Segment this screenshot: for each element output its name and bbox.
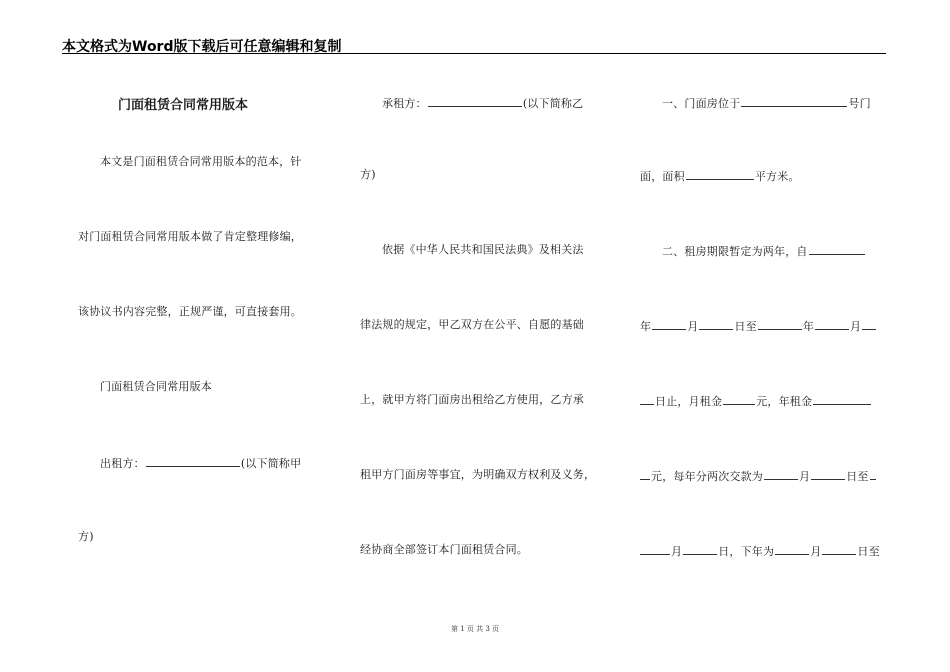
clause-2-text: 二、租房期限暂定为两年，自 (662, 245, 808, 258)
header-divider (62, 53, 886, 54)
annual-rent-field-cont[interactable] (640, 468, 650, 480)
pay1-end-month-field-b[interactable] (640, 543, 670, 555)
month-label-1: 月 (687, 320, 699, 333)
clause-2-line-4 (640, 468, 877, 484)
document-header-title: 本文格式为Word版下载后可任意编辑和复制 (62, 39, 342, 55)
lessor-suffix: (以下简称甲 (240, 457, 302, 470)
clause-1-text-a: 一、门面房位于 (662, 97, 741, 110)
pay1-end-day-field[interactable] (683, 543, 717, 555)
clause-1-line-2 (640, 168, 800, 184)
next-year-label: 日，下年为 (718, 545, 775, 558)
lessor-label: 出租方： (100, 457, 145, 470)
preamble-line-4: 租甲方门面房等事宜，为明确双方权利及义务， (360, 468, 596, 481)
start-day-field[interactable] (699, 318, 733, 330)
shop-area-field[interactable] (686, 168, 754, 180)
preamble-line-3: 上，就甲方将门面房出租给乙方使用，乙方承 (360, 393, 584, 406)
contract-subtitle: 门面租赁合同常用版本 (100, 380, 212, 393)
document-title: 门面租赁合同常用版本 (118, 98, 249, 113)
preamble-line-1: 依据《中华人民共和国民法典》及相关法 (382, 243, 584, 256)
end-month-field[interactable] (815, 318, 849, 330)
preamble-line-2: 律法规的规定，甲乙双方在公平、自愿的基础 (360, 318, 584, 331)
monthly-rent-label: 日止，月租金 (655, 395, 723, 408)
end-day-field-a[interactable] (862, 318, 876, 330)
pay2-start-month-field[interactable] (775, 543, 809, 555)
pay1-start-month-field[interactable] (764, 468, 798, 480)
clause-2-line-2 (640, 318, 877, 334)
intro-line-1: 本文是门面租赁合同常用版本的范本，针 (100, 155, 302, 168)
shop-address-field[interactable] (741, 95, 847, 107)
monthly-rent-field[interactable] (723, 393, 755, 405)
year-label-1: 年 (640, 320, 652, 333)
year-label-2: 年 (802, 320, 815, 333)
lessor-end: 方) (78, 530, 94, 543)
lessee-line (382, 95, 583, 111)
month-label-3: 月 (799, 470, 811, 483)
pay1-end-month-field-a[interactable] (870, 468, 876, 480)
day-to-label-3: 日至 (857, 545, 880, 558)
annual-rent-field[interactable] (813, 393, 871, 405)
intro-line-2: 对门面租赁合同常用版本做了肯定整理修编， (78, 230, 302, 243)
clause-2-line-5 (640, 543, 880, 559)
pay1-start-day-field[interactable] (811, 468, 845, 480)
clause-1-area-unit: 平方米。 (754, 170, 800, 183)
intro-line-3: 该协议书内容完整，正规严谨，可直接套用。 (78, 305, 302, 318)
month-label-5: 月 (810, 545, 822, 558)
lessee-end: 方) (360, 168, 376, 181)
clause-1-text-b: 号门 (848, 97, 871, 110)
lessor-name-field[interactable] (146, 455, 240, 467)
annual-rent-label: 元，年租金 (756, 395, 813, 408)
end-year-field[interactable] (758, 318, 802, 330)
clause-2-line-1 (662, 243, 866, 259)
lessee-name-field[interactable] (428, 95, 522, 107)
clause-1-line-1 (662, 95, 871, 111)
month-label-4: 月 (671, 545, 683, 558)
lessee-suffix: (以下简称乙 (522, 97, 584, 110)
page-number: 第 1 页 共 3 页 (450, 625, 500, 633)
day-to-label-2: 日至 (846, 470, 869, 483)
clause-2-line-3 (640, 393, 872, 409)
preamble-line-5: 经协商全部签订本门面租赁合同。 (360, 543, 528, 556)
clause-1-area-label: 面，面积 (640, 170, 685, 183)
start-month-field[interactable] (652, 318, 686, 330)
month-label-2: 月 (850, 320, 862, 333)
lessee-label: 承租方： (382, 97, 427, 110)
day-to-label: 日至 (734, 320, 757, 333)
end-day-field-b[interactable] (640, 393, 654, 405)
lease-start-year-field[interactable] (809, 243, 865, 255)
pay2-start-day-field[interactable] (822, 543, 856, 555)
lessor-line (100, 455, 301, 471)
payment-schedule-label: 元，每年分两次交款为 (651, 470, 763, 483)
